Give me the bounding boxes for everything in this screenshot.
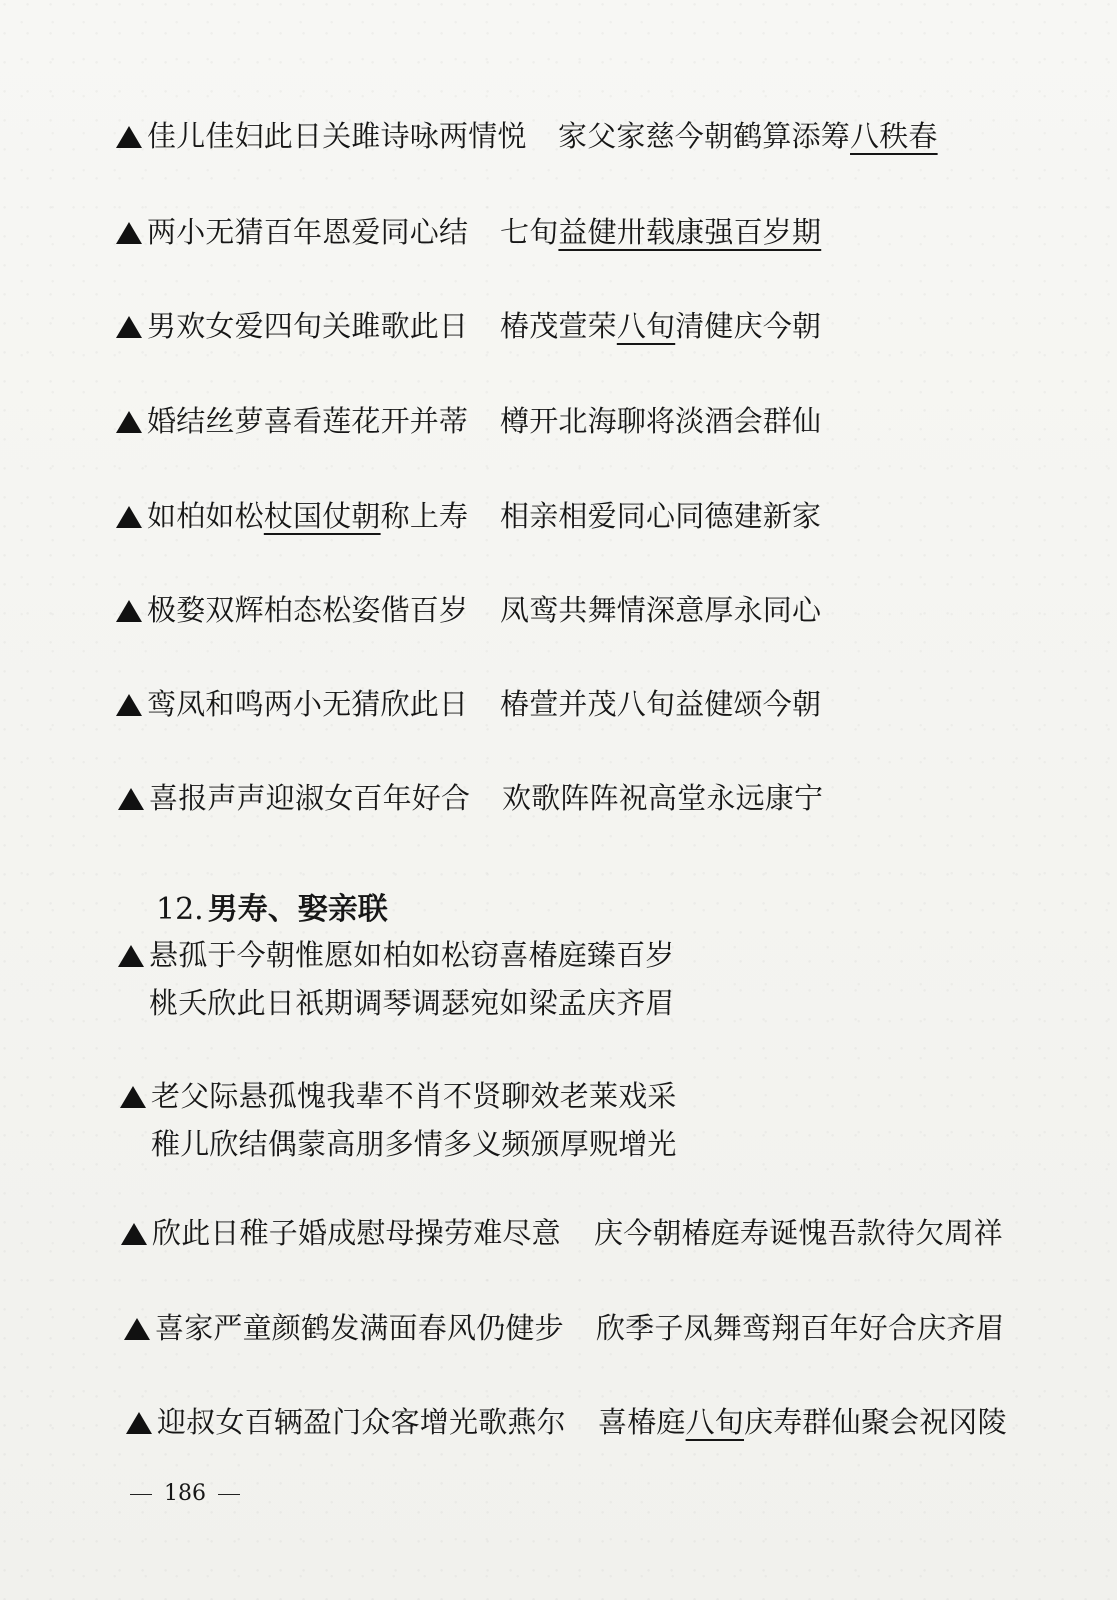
couplet-left-text: 男欢女爱四旬关雎歌此日: [147, 309, 469, 343]
couplet-line-4: [0, 401, 1117, 441]
couplet-pair-2-line-2: [0, 1124, 1117, 1164]
section-number: 12.: [156, 892, 204, 927]
couplet-pair-2-line-1: [0, 1076, 1117, 1116]
couplet-left-text: 如柏如松杖国仗朝称上寿: [147, 499, 469, 533]
triangle-marker-icon: [116, 411, 142, 433]
couplet-left-text: 佳儿佳妇此日关雎诗咏两情悦: [147, 119, 527, 153]
section-heading: [156, 890, 388, 930]
dash-divider: [218, 1494, 240, 1495]
couplet-line-3: [0, 306, 1117, 346]
dash-divider: [130, 1494, 152, 1495]
triangle-marker-icon: [120, 1086, 146, 1108]
underlined-text: 八旬: [685, 1405, 745, 1439]
couplet-right-text: 庆今朝椿庭寿诞愧吾款待欠周祥: [594, 1216, 1003, 1250]
triangle-marker-icon: [116, 506, 142, 528]
underlined-text: 八秩春: [850, 119, 938, 153]
couplet-line-11: [0, 1402, 1117, 1442]
triangle-marker-icon: [126, 1412, 152, 1434]
triangle-marker-icon: [116, 222, 142, 244]
couplet-left-text: 鸾凤和鸣两小无猜欣此日: [147, 687, 469, 721]
couplet-left-text: 婚结丝萝喜看莲花开并蒂: [147, 404, 469, 438]
couplet-left-text: 喜家严童颜鹤发满面春风仍健步: [155, 1311, 564, 1345]
couplet-right-text: 家父家慈今朝鹤算添筹八秩春: [558, 119, 938, 153]
couplet-left-text: 欣此日稚子婚成慰母操劳难尽意: [152, 1216, 561, 1250]
couplet-text: 稚儿欣结偶蒙高朋多情多义频颁厚贶增光: [151, 1127, 677, 1161]
couplet-line-5: [0, 496, 1117, 536]
underlined-text: 益健卅载康强百岁期: [558, 215, 822, 249]
couplet-right-text: 七旬益健卅载康强百岁期: [500, 215, 822, 249]
triangle-marker-icon: [116, 600, 142, 622]
couplet-left-text: 极婺双辉柏态松姿偕百岁: [147, 593, 469, 627]
couplet-line-7: [0, 684, 1117, 724]
couplet-line-9: [0, 1213, 1117, 1253]
couplet-left-text: 喜报声声迎淑女百年好合: [149, 781, 471, 815]
underlined-text: 八旬: [616, 309, 676, 343]
triangle-marker-icon: [118, 945, 144, 967]
couplet-line-1: [0, 116, 1117, 156]
couplet-right-text: 欣季子凤舞鸾翔百年好合庆齐眉: [596, 1311, 1005, 1345]
couplet-text: 桃夭欣此日祇期调琴调瑟宛如梁孟庆齐眉: [149, 986, 675, 1020]
triangle-marker-icon: [116, 126, 142, 148]
couplet-right-text: 椿萱并茂八旬益健颂今朝: [500, 687, 822, 721]
couplet-line-10: [0, 1308, 1117, 1348]
triangle-marker-icon: [116, 316, 142, 338]
couplet-text: 老父际悬孤愧我辈不肖不贤聊效老莱戏采: [151, 1079, 677, 1113]
couplet-line-8: [0, 778, 1117, 818]
couplet-right-text: 凤鸾共舞情深意厚永同心: [500, 593, 822, 627]
couplet-right-text: 喜椿庭八旬庆寿群仙聚会祝冈陵: [598, 1405, 1007, 1439]
couplet-right-text: 樽开北海聊将淡酒会群仙: [500, 404, 822, 438]
couplet-right-text: 相亲相爱同心同德建新家: [500, 499, 822, 533]
couplet-right-text: 椿茂萱荣八旬清健庆今朝: [500, 309, 822, 343]
triangle-marker-icon: [124, 1318, 150, 1340]
couplet-right-text: 欢歌阵阵祝高堂永远康宁: [502, 781, 824, 815]
page-number-footer: [118, 1479, 252, 1509]
section-title-text: 男寿、娶亲联: [207, 892, 388, 927]
couplet-text: 悬孤于今朝惟愿如柏如松窃喜椿庭臻百岁: [149, 938, 675, 972]
triangle-marker-icon: [116, 694, 142, 716]
couplet-left-text: 两小无猜百年恩爱同心结: [147, 215, 469, 249]
page-number: 186: [164, 1481, 206, 1506]
couplet-line-2: [0, 212, 1117, 252]
underlined-text: 杖国仗朝: [263, 499, 381, 533]
triangle-marker-icon: [118, 788, 144, 810]
couplet-left-text: 迎叔女百辆盈门众客增光歌燕尔: [157, 1405, 566, 1439]
couplet-line-6: [0, 590, 1117, 630]
couplet-pair-1-line-2: [0, 983, 1117, 1023]
triangle-marker-icon: [121, 1223, 147, 1245]
couplet-pair-1-line-1: [0, 935, 1117, 975]
